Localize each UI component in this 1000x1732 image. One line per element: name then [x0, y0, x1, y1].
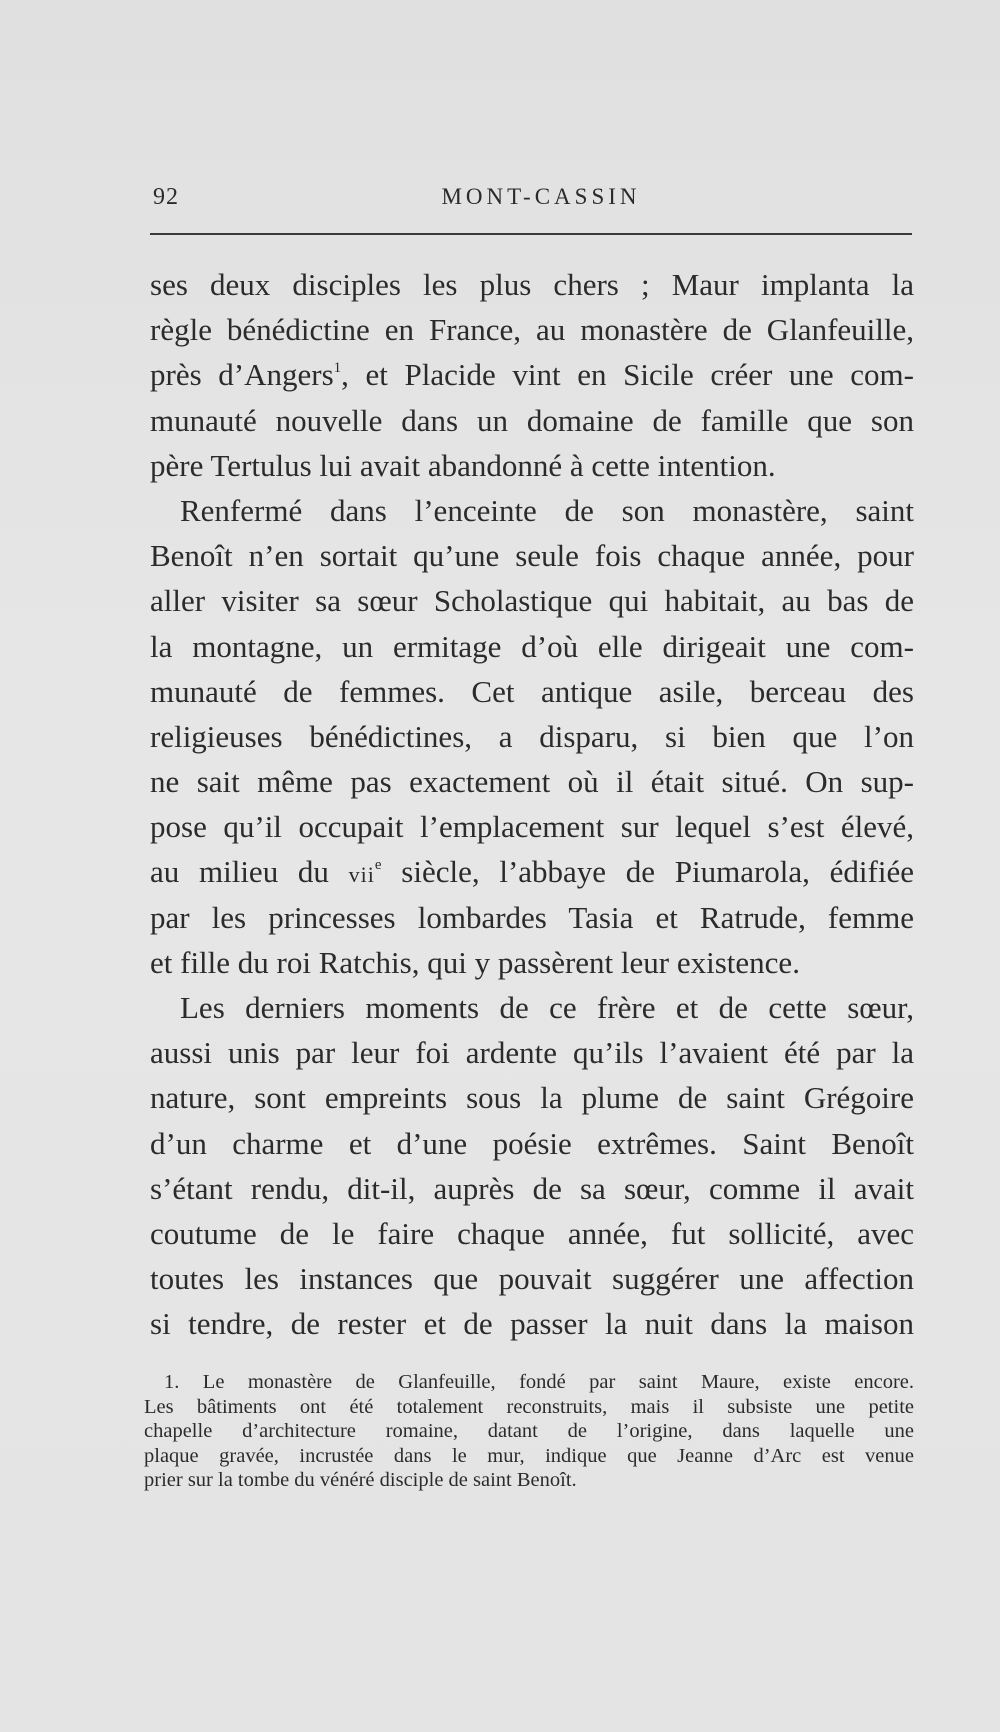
century-suffix: e [374, 857, 382, 874]
body-line: Renfermé dans l’enceinte de son monastère, saint [180, 492, 914, 528]
body-line-part: siècle, l’abbaye de Piumarola, édifiée [381, 854, 914, 890]
body-line: religieuses bénédictines, a disparu, si bien que l’on [150, 718, 914, 754]
body-line: père Tertulus lui avait abandonné à cette intention. [150, 447, 776, 483]
body-line: et fille du roi Ratchis, qui y passèrent leur existence. [150, 944, 800, 980]
body-line: la montagne, un ermitage d’où elle dirigeait une com- [150, 628, 914, 664]
body-line: coutume de le faire chaque année, fut sollicité, avec [150, 1215, 914, 1251]
footnote-line: Les bâtiments ont été totalement reconstruits, mais il subsiste une petite [144, 1395, 914, 1418]
body-line [150, 849, 914, 894]
body-line: ses deux disciples les plus chers ; Maur implanta la [150, 267, 914, 302]
footnote-line: prier sur la tombe du vénéré disciple de saint Benoît. [144, 1469, 577, 1492]
body-line: par les princesses lombardes Tasia et Ratrude, femme [150, 899, 914, 935]
footnote-line: plaque gravée, incrustée dans le mur, indique que Jeanne d’Arc est venue [144, 1444, 914, 1467]
body-line: toutes les instances que pouvait suggérer une affection [150, 1261, 914, 1297]
body-line: ne sait même pas exactement où il était situé. On sup- [150, 764, 914, 800]
page-number: 92 [153, 184, 179, 210]
footnote-reference: 1 [333, 360, 342, 377]
body-line: Les derniers moments de ce frère et de cette sœur, [180, 990, 914, 1025]
body-line: Benoît n’en sortait qu’une seule fois chaque année, pour [150, 538, 914, 574]
body-line-part: au milieu du [150, 854, 349, 890]
body-line-part: , et Placide vint en Sicile créer une com- [341, 357, 914, 393]
body-line: aussi unis par leur foi ardente qu’ils l’avaient été par la [150, 1035, 914, 1071]
footnote [144, 1370, 914, 1493]
page-header [150, 180, 914, 220]
footnote-line: chapelle d’architecture romaine, datant de l’origine, dans laquelle une [144, 1420, 914, 1443]
body-line: nature, sont empreints sous la plume de saint Grégoire [150, 1080, 914, 1116]
body-line-part: près d’Angers [150, 357, 334, 393]
body-line: munauté de femmes. Cet antique asile, berceau des [150, 673, 914, 709]
body-line: d’un charme et d’une poésie extrêmes. Saint Benoît [150, 1125, 914, 1161]
header-rule [150, 233, 912, 235]
running-title: MONT-CASSIN [441, 184, 641, 209]
body-line: si tendre, de rester et de passer la nuit dans la maison [150, 1306, 914, 1342]
body-line: aller visiter sa sœur Scholastique qui habitait, au bas de [150, 583, 914, 619]
body-line: pose qu’il occupait l’emplacement sur lequel s’est élevé, [150, 809, 914, 845]
body-line: s’étant rendu, dit-il, auprès de sa sœur, comme il avait [150, 1170, 914, 1206]
body-line: munauté nouvelle dans un domaine de famille que son [150, 402, 914, 438]
body-line [150, 352, 914, 397]
body-text [150, 262, 914, 1347]
footnote-line: 1. Le monastère de Glanfeuille, fondé par saint Maure, existe encore. [164, 1371, 914, 1393]
body-line: règle bénédictine en France, au monastère de Glanfeuille, [150, 312, 914, 348]
century-numeral: vii [348, 862, 375, 888]
